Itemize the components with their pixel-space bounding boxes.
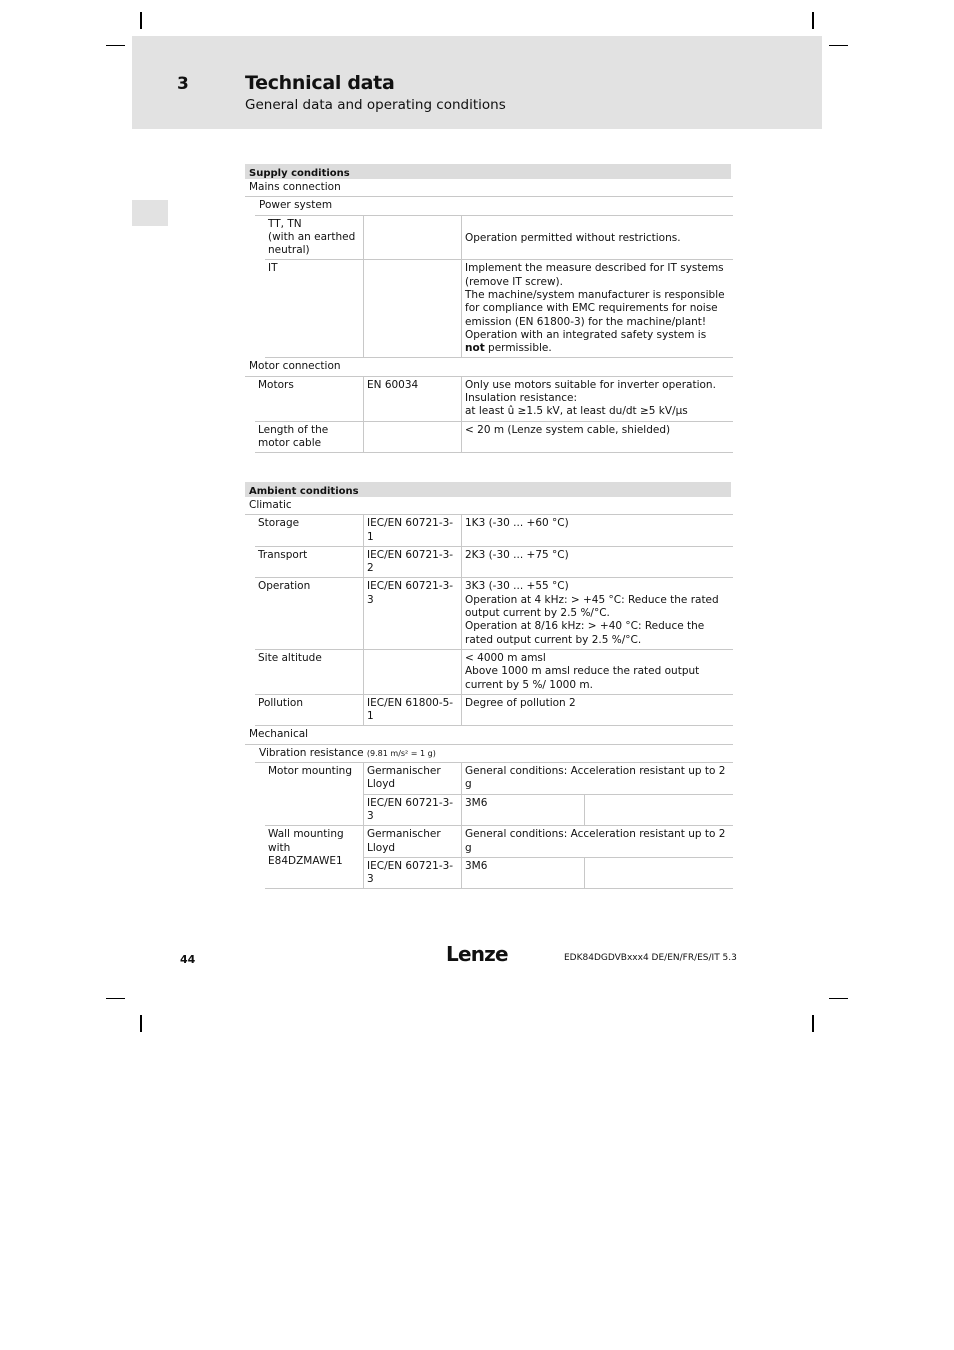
value-line: 3K3 (-30 ... +55 °C) [465,580,569,593]
mounting-group [265,826,733,889]
group-label: Motor connection [245,358,733,376]
row-value: 2K3 (-30 ... +75 °C) [465,548,569,561]
value-line: Operation at 8/16 kHz: > +40 °C: Reduce the rated output current by 2.5 %/°C. [465,620,705,646]
table-row [255,650,733,695]
table-row [265,260,733,358]
row-value: Only use motors suitable for inverter operation. Insulation resistance: at least û ≥1.5 kV, at least du/dt ≥5 kV/µs [465,378,716,418]
chapter-title: Technical data [245,72,395,94]
section-heading: Supply conditions [245,164,731,179]
row-value: < 20 m (Lenze system cable, shielded) [465,423,671,436]
row-value: Degree of pollution 2 [465,696,576,709]
group-label: Mechanical [245,726,733,744]
table-row [255,578,733,649]
crop-mark [812,1015,814,1032]
row-standard [364,216,462,260]
row-standard: IEC/EN 60721-3-3 [364,858,462,889]
value-line: Operation at 4 kHz: > +45 °C: Reduce the rated output current by 2.5 %/°C. [465,593,719,620]
table-row [255,695,733,727]
row-label: TT, TN (with an earthed neutral) [265,216,364,260]
row-label: Pollution [255,695,364,726]
value-line: Implement the measure described for IT systems (remove IT screw). [465,262,724,288]
row-label: Wall mounting with E84DZMAWE1 [265,826,364,888]
row-value: General conditions: Acceleration resistant up to 2 g [465,765,726,791]
crop-mark [812,12,814,29]
chapter-number: 3 [177,74,189,94]
value-line: The machine/system manufacturer is responsible for compliance with EMC requirements for noise emission (EN 61800-3) for the machine/plant! [465,289,725,328]
table-row [364,763,733,795]
row-standard [364,260,462,357]
subgroup-label: Power system [255,197,733,215]
vibration-note: (9.81 m/s² = 1 g) [366,748,436,758]
value-line: < 4000 m amsl [465,651,546,664]
row-label: Motors [255,377,364,421]
row-label: Operation [255,578,364,648]
row-standard: EN 60034 [364,377,462,421]
row-standard: IEC/EN 61800-5-1 [364,695,462,726]
row-value: General conditions: Acceleration resistant up to 2 g [465,828,726,854]
row-value: Operation permitted without restrictions. [465,231,681,244]
table-row [364,826,733,858]
row-standard: IEC/EN 60721-3-3 [364,578,462,648]
row-label: Motor mounting [265,763,364,825]
table-row [255,377,733,422]
row-value-empty [585,858,733,889]
row-value: 1K3 (-30 ... +60 °C) [465,517,569,530]
lenze-logo: Lenze [446,942,508,966]
row-value: 3M6 [462,795,585,826]
row-label: Transport [255,547,364,578]
group-label: Climatic [245,497,733,515]
value-line: Above 1000 m amsl reduce the rated output current by 5 %/ 1000 m. [465,665,700,691]
ambient-conditions-table [245,482,733,889]
table-row [364,858,733,889]
row-value [462,578,733,648]
table-row [255,547,733,579]
chapter-side-tab [132,200,168,226]
row-standard: Germanischer Lloyd [364,763,462,794]
group-label: Mains connection [245,179,733,197]
row-standard: IEC/EN 60721-3-2 [364,547,462,578]
value-text: permissible. [484,342,552,355]
table-row [364,795,733,826]
table-row [255,515,733,547]
crop-mark [829,45,848,46]
row-standard [364,422,462,453]
row-label: Site altitude [255,650,364,694]
crop-mark [106,998,125,999]
document-reference: EDK84DGDVBxxx4 DE/EN/FR/ES/IT 5.3 [564,953,737,963]
row-value [462,650,733,694]
vibration-label: Vibration resistance [259,746,367,759]
row-standard: IEC/EN 60721-3-3 [364,795,462,826]
row-value [462,260,733,357]
row-value-empty [585,795,733,826]
row-value: 3M6 [462,858,585,889]
table-row [265,216,733,261]
row-standard: IEC/EN 60721-3-1 [364,515,462,546]
mounting-group [265,763,733,826]
chapter-subtitle: General data and operating conditions [245,97,506,113]
row-label: Storage [255,515,364,546]
crop-mark [140,12,142,29]
crop-mark [829,998,848,999]
emphasis: not [465,342,485,355]
crop-mark [140,1015,142,1032]
page-number: 44 [180,953,196,966]
value-line [465,342,730,355]
section-heading: Ambient conditions [245,482,731,497]
supply-conditions-table [245,164,733,453]
crop-mark [106,45,125,46]
subgroup-label [255,745,733,763]
row-standard [364,650,462,694]
table-row [255,422,733,454]
chapter-header-band [132,36,822,129]
row-standard: Germanischer Lloyd [364,826,462,857]
row-label: Length of the motor cable [255,422,364,453]
row-label: IT [265,260,364,357]
value-line: Operation with an integrated safety system is [465,328,707,341]
